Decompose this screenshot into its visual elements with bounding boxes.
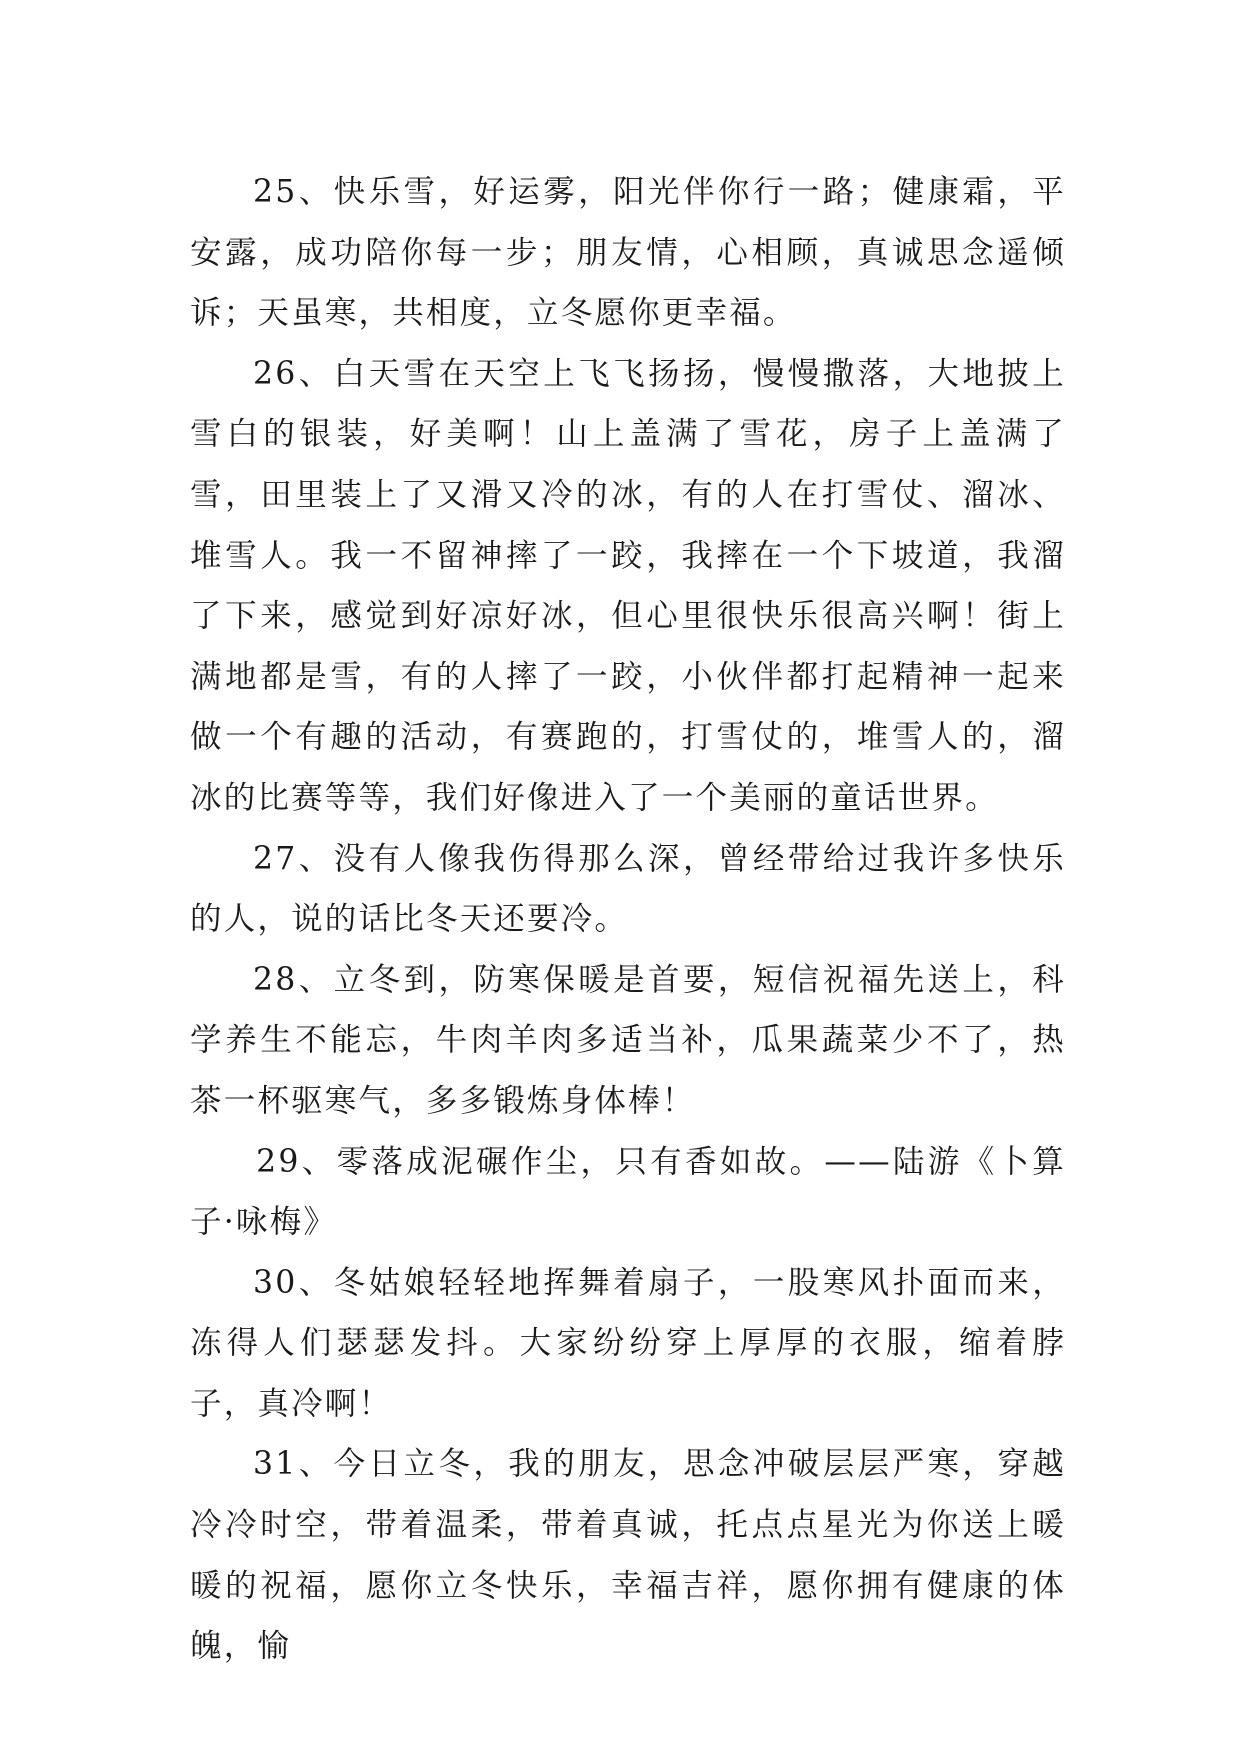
paragraph-25: 25、快乐雪，好运雾，阳光伴你行一路；健康霜，平安露，成功陪你每一步；朋友情，心相顾，真诚思念遥倾诉；天虽寒，共相度，立冬愿你更幸福。: [190, 174, 1066, 332]
document-page: [190, 162, 1066, 1677]
paragraph-29: 29、零落成泥碾作尘，只有香如故。——陆游《卜算子·咏梅》: [190, 1143, 1066, 1241]
paragraph-27: 27、没有人像我伤得那么深，曾经带给过我许多快乐的人，说的话比冬天还要冷。: [190, 840, 1066, 938]
paragraph-28: 28、立冬到，防寒保暖是首要，短信祝福先送上，科学养生不能忘，牛肉羊肉多适当补，瓜果蔬菜少不了，热茶一杯驱寒气，多多锻炼身体棒！: [190, 961, 1066, 1119]
paragraph-30: 30、冬姑娘轻轻地挥舞着扇子，一股寒风扑面而来，冻得人们瑟瑟发抖。大家纷纷穿上厚厚的衣服，缩着脖子，真冷啊！: [190, 1264, 1066, 1422]
paragraph-26: 26、白天雪在天空上飞飞扬扬，慢慢撒落，大地披上雪白的银装，好美啊！山上盖满了雪花，房子上盖满了雪，田里装上了又滑又冷的冰，有的人在打雪仗、溜冰、堆雪人。我一不留神摔了一跤，我摔在一个下坡道，我溜了下来，感觉到好凉好冰，但心里很快乐很高兴啊！街上满地都是雪，有的人摔了一跤，小伙伴都打起精神一起来做一个有趣的活动，有赛跑的，打雪仗的，堆雪人的，溜冰的比赛等等，我们好像进入了一个美丽的童话世界。: [190, 355, 1066, 816]
paragraph-31: 31、今日立冬，我的朋友，思念冲破层层严寒，穿越冷冷时空，带着温柔，带着真诚，托点点星光为你送上暖暖的祝福，愿你立冬快乐，幸福吉祥，愿你拥有健康的体魄，愉: [190, 1446, 1066, 1665]
